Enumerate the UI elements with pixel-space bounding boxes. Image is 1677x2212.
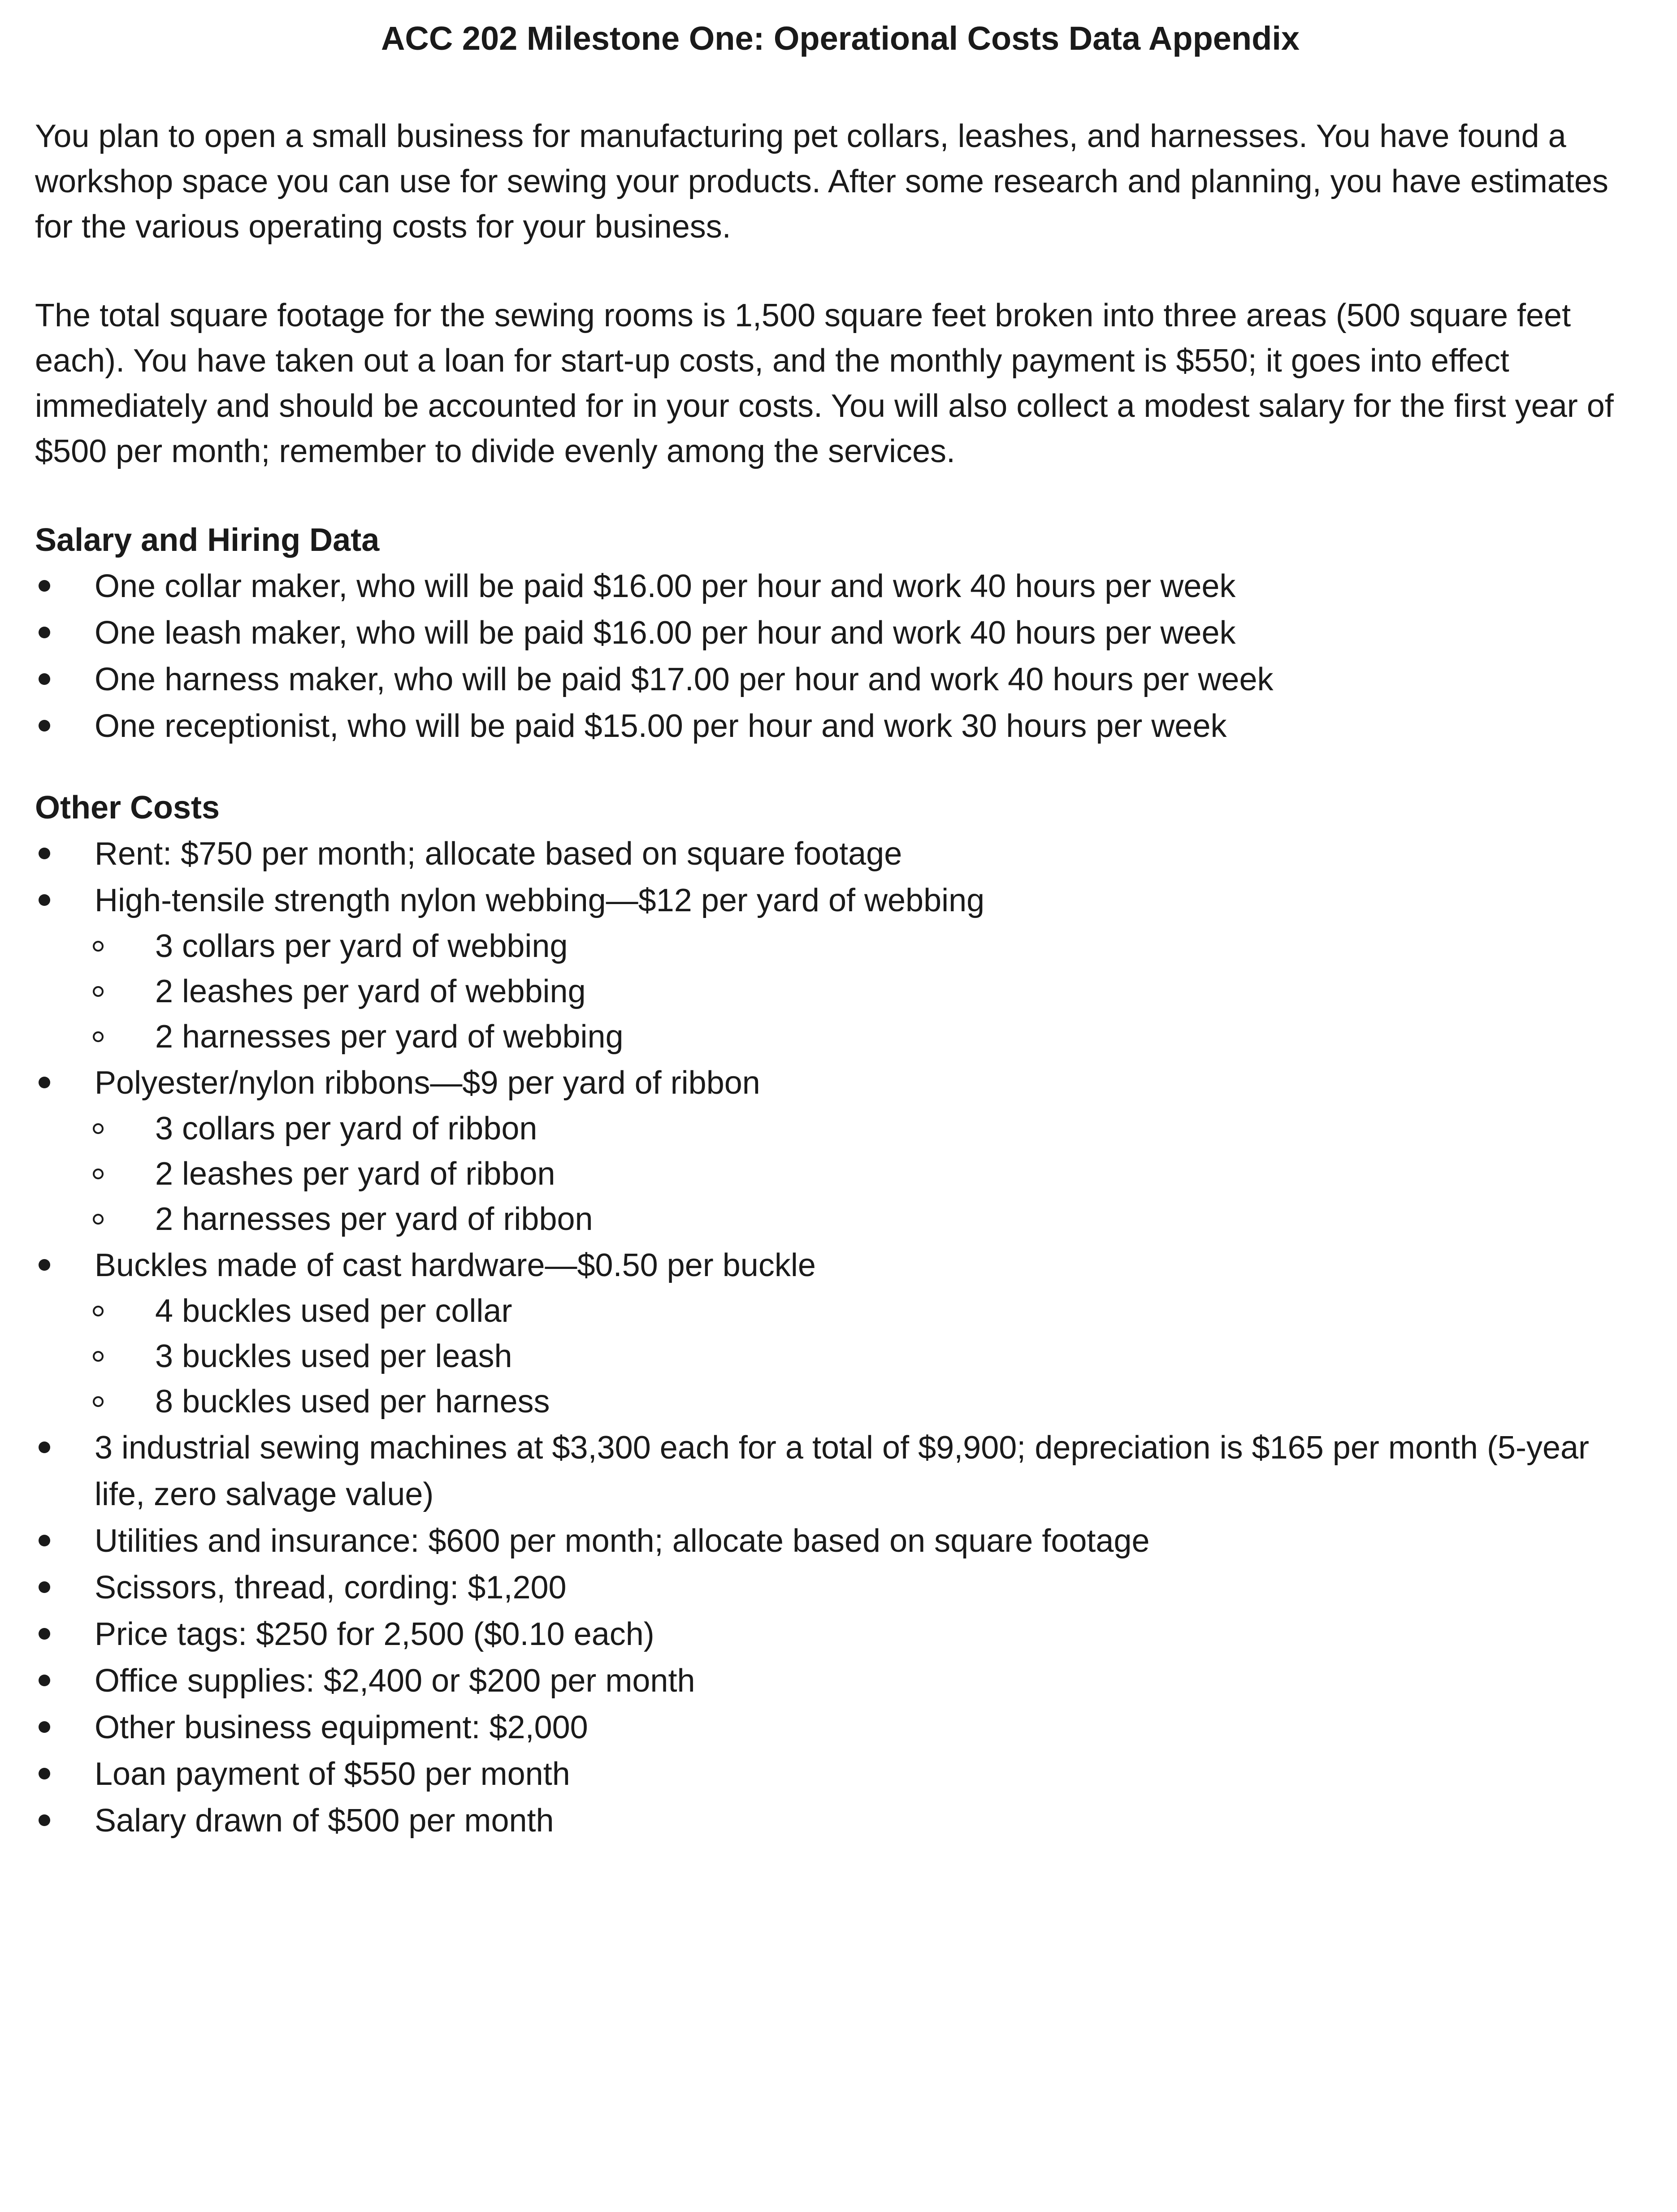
- cost-item-buckles: Buckles made of cast hardware—$0.50 per buckle 4 buckles used per collar 3 buckles used per leash 8 buckles used per harness: [35, 1242, 1628, 1424]
- bullet-icon: [39, 673, 50, 685]
- sub-item: 2 leashes per yard of ribbon: [95, 1151, 1628, 1197]
- bullet-icon: [39, 1628, 50, 1640]
- salary-item: One leash maker, who will be paid $16.00 per hour and work 40 hours per week: [35, 610, 1628, 656]
- sub-item: 3 buckles used per leash: [95, 1334, 1628, 1379]
- other-costs-section: [35, 785, 1628, 1844]
- intro-paragraph-1: You plan to open a small business for manufacturing pet collars, leashes, and harnesses. You have found a workshop space you can use for sewing your products. After some research and planning, you have estimates for the various operating costs for your business.: [35, 118, 1608, 245]
- bullet-icon: [39, 1581, 50, 1593]
- circle-bullet-icon: [93, 1214, 104, 1225]
- cost-item-office-supplies: Office supplies: $2,400 or $200 per month: [35, 1658, 1628, 1704]
- cost-item-loan: Loan payment of $550 per month: [35, 1751, 1628, 1797]
- bullet-icon: [39, 1768, 50, 1779]
- circle-bullet-icon: [93, 1396, 104, 1407]
- ribbons-sublist: [95, 1106, 1628, 1242]
- bullet-icon: [39, 1721, 50, 1733]
- salary-section: [35, 518, 1628, 749]
- sub-item: 8 buckles used per harness: [95, 1379, 1628, 1424]
- cost-item-salary: Salary drawn of $500 per month: [35, 1797, 1628, 1844]
- cost-item-price-tags: Price tags: $250 for 2,500 ($0.10 each): [35, 1611, 1628, 1658]
- bullet-icon: [39, 1535, 50, 1546]
- bullet-icon: [39, 894, 50, 906]
- buckles-sublist: [95, 1289, 1628, 1424]
- salary-list: [35, 563, 1628, 749]
- salary-item: One harness maker, who will be paid $17.00 per hour and work 40 hours per week: [35, 656, 1628, 703]
- salary-item: One collar maker, who will be paid $16.00 per hour and work 40 hours per week: [35, 563, 1628, 610]
- bullet-icon: [39, 848, 50, 859]
- cost-item-webbing: High-tensile strength nylon webbing—$12 per yard of webbing 3 collars per yard of webbing 2 leashes per yard of webbing 2 harnesses per yard of webbing: [35, 877, 1628, 1060]
- cost-item-equipment: Other business equipment: $2,000: [35, 1704, 1628, 1751]
- circle-bullet-icon: [93, 1351, 104, 1362]
- bullet-icon: [39, 1441, 50, 1453]
- bullet-icon: [39, 1814, 50, 1826]
- circle-bullet-icon: [93, 1031, 104, 1042]
- intro-paragraph-2: The total square footage for the sewing rooms is 1,500 square feet broken into three areas (500 square feet each). You have taken out a loan for start-up costs, and the monthly payment is $550; it goes into effect immediately and should be accounted for in your costs. You will also collect a modest salary for the first year of $500 per month; remember to divide evenly among the services.: [35, 298, 1614, 469]
- other-costs-list: [35, 831, 1628, 1844]
- bullet-icon: [39, 1675, 50, 1686]
- sub-item: 2 harnesses per yard of webbing: [95, 1014, 1628, 1060]
- page-title: ACC 202 Milestone One: Operational Costs Data Appendix: [381, 20, 1300, 57]
- sub-item: 3 collars per yard of webbing: [95, 924, 1628, 969]
- circle-bullet-icon: [93, 1123, 104, 1134]
- bullet-icon: [39, 627, 50, 638]
- salary-heading: Salary and Hiring Data: [35, 522, 380, 558]
- bullet-icon: [39, 1077, 50, 1088]
- sub-item: 4 buckles used per collar: [95, 1289, 1628, 1334]
- cost-item-sewing-machines: 3 industrial sewing machines at $3,300 each for a total of $9,900; depreciation is $165 per month (5-year life, zero salvage value): [35, 1424, 1628, 1518]
- salary-item: One receptionist, who will be paid $15.00 per hour and work 30 hours per week: [35, 703, 1628, 749]
- other-costs-heading: Other Costs: [35, 790, 220, 826]
- circle-bullet-icon: [93, 941, 104, 952]
- cost-item-utilities: Utilities and insurance: $600 per month; allocate based on square footage: [35, 1518, 1628, 1564]
- circle-bullet-icon: [93, 1306, 104, 1316]
- cost-item-ribbons: Polyester/nylon ribbons—$9 per yard of ribbon 3 collars per yard of ribbon 2 leashes per yard of ribbon 2 harnesses per yard of ribbon: [35, 1060, 1628, 1242]
- sub-item: 3 collars per yard of ribbon: [95, 1106, 1628, 1151]
- circle-bullet-icon: [93, 1169, 104, 1179]
- sub-item: 2 leashes per yard of webbing: [95, 969, 1628, 1014]
- cost-item-scissors: Scissors, thread, cording: $1,200: [35, 1564, 1628, 1611]
- bullet-icon: [39, 1259, 50, 1271]
- bullet-icon: [39, 720, 50, 732]
- sub-item: 2 harnesses per yard of ribbon: [95, 1197, 1628, 1242]
- circle-bullet-icon: [93, 986, 104, 997]
- webbing-sublist: [95, 924, 1628, 1060]
- cost-item-rent: Rent: $750 per month; allocate based on square footage: [35, 831, 1628, 877]
- bullet-icon: [39, 580, 50, 592]
